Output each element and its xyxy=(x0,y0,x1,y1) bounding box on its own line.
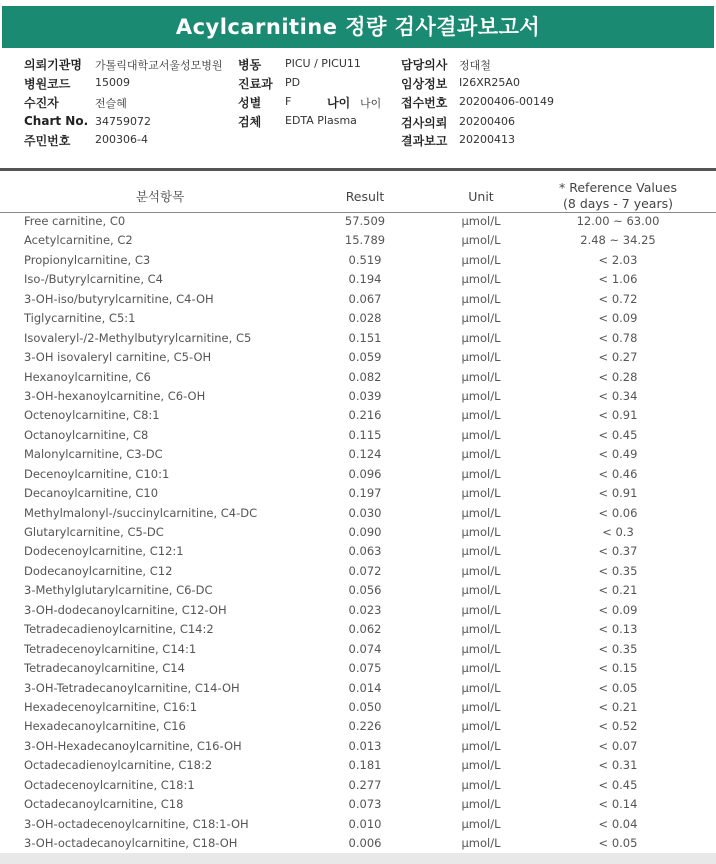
unit-value: μmol/L xyxy=(461,680,501,695)
unit-value: μmol/L xyxy=(461,388,501,403)
result-value: 0.197 xyxy=(348,486,382,501)
result-value: 57.509 xyxy=(344,214,386,228)
analyte-name: 3-OH-iso/butyrylcarnitine, C4-OH xyxy=(24,291,214,306)
table-row xyxy=(0,795,716,814)
unit-value: μmol/L xyxy=(461,369,501,384)
result-value: 0.056 xyxy=(348,583,382,598)
result-value: 0.124 xyxy=(348,447,382,462)
result-value: 0.082 xyxy=(348,369,382,384)
reference-value: < 0.27 xyxy=(598,350,638,365)
patient-info-section xyxy=(0,52,716,162)
unit-value: μmol/L xyxy=(461,291,501,306)
analyte-name: 3-OH-Tetradecanoylcarnitine, C14-OH xyxy=(24,680,240,695)
reference-value: < 0.3 xyxy=(602,525,634,539)
specimen-label: 검체 xyxy=(238,115,262,129)
unit-value: μmol/L xyxy=(461,486,501,501)
table-row xyxy=(0,620,716,639)
analyte-name: Acetylcarnitine, C2 xyxy=(24,233,133,248)
result-value: 0.151 xyxy=(348,330,382,345)
table-row xyxy=(0,717,716,736)
unit-value: μmol/L xyxy=(461,622,501,637)
unit-value: μmol/L xyxy=(461,641,501,656)
reference-value: < 0.31 xyxy=(598,758,638,773)
reference-value: < 0.35 xyxy=(598,563,638,578)
reference-value: 2.48 ~ 34.25 xyxy=(580,233,656,248)
header-ref-line2: (8 days - 7 years) xyxy=(563,196,673,211)
unit-value: μmol/L xyxy=(461,311,501,326)
analyte-name: 3-OH-octadecenoylcarnitine, C18:1-OH xyxy=(24,816,249,831)
id-value: 200306-4 xyxy=(95,133,148,146)
reference-value: < 0.04 xyxy=(598,816,638,831)
specimen-value: EDTA Plasma xyxy=(285,114,357,127)
result-value: 0.216 xyxy=(348,408,382,423)
result-value: 0.013 xyxy=(348,738,382,753)
reference-value: < 0.46 xyxy=(598,466,638,481)
analyte-name: Propionylcarnitine, C3 xyxy=(24,252,151,267)
table-row xyxy=(0,445,716,464)
result-value: 0.073 xyxy=(348,797,382,812)
reference-value: < 0.15 xyxy=(598,661,638,676)
receipt-value: 20200406-00149 xyxy=(459,95,554,108)
unit-value: μmol/L xyxy=(461,505,501,520)
table-row xyxy=(0,601,716,620)
id-label: 주민번호 xyxy=(24,134,71,148)
analyte-name: Tiglycarnitine, C5:1 xyxy=(24,311,136,326)
section-divider xyxy=(0,168,716,171)
analyte-name: Octadecanoylcarnitine, C18 xyxy=(24,797,184,812)
header-item: 분석항목 xyxy=(135,189,185,204)
table-row xyxy=(0,776,716,795)
result-value: 0.090 xyxy=(348,525,382,539)
analyte-name: Tetradecadienoylcarnitine, C14:2 xyxy=(24,622,214,637)
unit-value: μmol/L xyxy=(461,233,501,248)
hospcode-label: 병원코드 xyxy=(24,77,71,91)
table-row xyxy=(0,212,716,231)
doctor-label: 담당의사 xyxy=(401,58,448,72)
reference-value: < 0.06 xyxy=(598,505,638,520)
reference-value: < 0.28 xyxy=(598,369,638,384)
request-value: 20200406 xyxy=(459,115,515,128)
analyte-name: 3-Methylglutarylcarnitine, C6-DC xyxy=(24,583,213,598)
table-row xyxy=(0,387,716,406)
reference-value: < 0.45 xyxy=(598,427,638,442)
analyte-name: 3-OH-hexanoylcarnitine, C6-OH xyxy=(24,388,206,403)
reference-value: < 0.05 xyxy=(598,680,638,695)
unit-value: μmol/L xyxy=(461,427,501,442)
analyte-name: Iso-/Butyrylcarnitine, C4 xyxy=(24,272,163,287)
unit-value: μmol/L xyxy=(461,816,501,831)
table-row xyxy=(0,465,716,484)
table-row xyxy=(0,406,716,425)
table-header xyxy=(0,176,716,212)
chart-label: Chart No. xyxy=(24,114,89,128)
analyte-name: Hexanoylcarnitine, C6 xyxy=(24,369,151,384)
reference-value: < 0.78 xyxy=(598,330,638,345)
result-value: 0.030 xyxy=(348,505,382,520)
table-row xyxy=(0,329,716,348)
analyte-name: Octadecadienoylcarnitine, C18:2 xyxy=(24,758,213,773)
result-value: 0.115 xyxy=(348,427,382,442)
analyte-name: Dodecanoylcarnitine, C12 xyxy=(24,563,173,578)
unit-value: μmol/L xyxy=(461,330,501,345)
unit-value: μmol/L xyxy=(461,797,501,812)
unit-value: μmol/L xyxy=(461,738,501,753)
reference-value: < 0.21 xyxy=(598,699,638,714)
reference-value: < 0.09 xyxy=(598,311,638,326)
analyte-name: 3-OH-Hexadecanoylcarnitine, C16-OH xyxy=(24,738,242,753)
header-ref-line1: * Reference Values xyxy=(559,180,677,195)
clinical-label: 임상정보 xyxy=(401,77,448,91)
unit-value: μmol/L xyxy=(461,466,501,481)
table-row xyxy=(0,426,716,445)
reference-value: < 0.91 xyxy=(598,408,638,423)
analyte-name: Tetradecenoylcarnitine, C14:1 xyxy=(24,641,197,656)
result-value: 0.059 xyxy=(348,350,382,365)
results-table-body xyxy=(0,212,716,853)
unit-value: μmol/L xyxy=(461,699,501,714)
header-result: Result xyxy=(345,189,385,204)
reference-value: < 0.13 xyxy=(598,622,638,637)
result-value: 0.010 xyxy=(348,816,382,831)
reference-value: < 0.09 xyxy=(598,602,638,617)
footer-band xyxy=(0,853,716,864)
result-value: 0.194 xyxy=(348,272,382,287)
result-value: 0.039 xyxy=(348,388,382,403)
doctor-value: 정대철 xyxy=(459,59,491,72)
unit-value: μmol/L xyxy=(461,350,501,365)
analyte-name: Malonylcarnitine, C3-DC xyxy=(24,447,163,462)
analyte-name: Hexadecanoylcarnitine, C16 xyxy=(24,719,186,734)
unit-value: μmol/L xyxy=(461,777,501,792)
receipt-label: 접수번호 xyxy=(401,96,448,110)
unit-value: μmol/L xyxy=(461,661,501,676)
dept-value: PD xyxy=(285,76,301,89)
hospital-label: 의뢰기관명 xyxy=(24,58,82,72)
result-value: 0.277 xyxy=(348,777,382,792)
unit-value: μmol/L xyxy=(461,836,501,850)
analyte-name: Octanoylcarnitine, C8 xyxy=(24,427,149,442)
request-label: 검사의뢰 xyxy=(401,116,448,130)
analyte-name: Octadecenoylcarnitine, C18:1 xyxy=(24,777,195,792)
table-row xyxy=(0,504,716,523)
hospital-value: 가톨릭대학교서울성모병원 xyxy=(95,59,223,72)
analyte-name: Tetradecanoylcarnitine, C14 xyxy=(24,661,185,676)
report-label: 결과보고 xyxy=(401,134,448,148)
reference-value: < 0.14 xyxy=(598,797,638,812)
reference-value: < 0.72 xyxy=(598,291,638,306)
reference-value: < 0.52 xyxy=(598,719,638,734)
header-unit: Unit xyxy=(468,189,494,204)
analyte-name: 3-OH isovaleryl carnitine, C5-OH xyxy=(24,350,212,365)
analyte-name: Free carnitine, C0 xyxy=(24,214,126,228)
reference-value: < 0.45 xyxy=(598,777,638,792)
reference-value: < 1.06 xyxy=(598,272,638,287)
table-row xyxy=(0,737,716,756)
unit-value: μmol/L xyxy=(461,544,501,559)
table-row xyxy=(0,484,716,503)
result-value: 0.014 xyxy=(348,680,382,695)
analyte-name: Dodecenoylcarnitine, C12:1 xyxy=(24,544,184,559)
table-row xyxy=(0,698,716,717)
table-row xyxy=(0,815,716,834)
patient-label: 수진자 xyxy=(24,96,59,110)
analyte-name: Octenoylcarnitine, C8:1 xyxy=(24,408,160,423)
reference-value: < 0.21 xyxy=(598,583,638,598)
result-value: 0.072 xyxy=(348,563,382,578)
analyte-name: Decenoylcarnitine, C10:1 xyxy=(24,466,170,481)
table-row xyxy=(0,270,716,289)
age-value: 나이 xyxy=(360,97,382,110)
reference-value: < 0.49 xyxy=(598,447,638,462)
result-value: 0.075 xyxy=(348,661,382,676)
result-value: 0.519 xyxy=(348,252,382,267)
analyte-name: Hexadecenoylcarnitine, C16:1 xyxy=(24,699,198,714)
unit-value: μmol/L xyxy=(461,408,501,423)
unit-value: μmol/L xyxy=(461,447,501,462)
ward-label: 병동 xyxy=(238,58,262,72)
unit-value: μmol/L xyxy=(461,563,501,578)
table-row xyxy=(0,542,716,561)
table-row xyxy=(0,679,716,698)
reference-value: < 0.35 xyxy=(598,641,638,656)
result-value: 15.789 xyxy=(344,233,386,248)
table-row xyxy=(0,290,716,309)
report-title: Acylcarnitine 정량 검사결과보고서 xyxy=(2,6,714,48)
analyte-name: Decanoylcarnitine, C10 xyxy=(24,486,159,501)
table-row xyxy=(0,659,716,678)
result-value: 0.006 xyxy=(348,836,382,850)
sex-value: F xyxy=(285,95,292,108)
age-label: 나이 xyxy=(327,96,351,110)
reference-value: < 0.07 xyxy=(598,738,638,753)
reference-value: 12.00 ~ 63.00 xyxy=(576,214,660,228)
table-row xyxy=(0,523,716,542)
dept-label: 진료과 xyxy=(238,77,273,91)
result-value: 0.062 xyxy=(348,622,382,637)
table-row xyxy=(0,309,716,328)
unit-value: μmol/L xyxy=(461,252,501,267)
table-row xyxy=(0,581,716,600)
chart-value: 34759072 xyxy=(95,115,151,128)
reference-value: < 2.03 xyxy=(598,252,638,267)
table-row xyxy=(0,562,716,581)
result-value: 0.023 xyxy=(348,602,382,617)
patient-value: 전슬혜 xyxy=(95,97,127,110)
table-row xyxy=(0,348,716,367)
result-value: 0.181 xyxy=(348,758,382,773)
clinical-value: I26XR25A0 xyxy=(459,76,520,89)
reference-value: < 0.05 xyxy=(598,836,638,850)
result-value: 0.074 xyxy=(348,641,382,656)
table-row xyxy=(0,231,716,250)
reference-value: < 0.37 xyxy=(598,544,638,559)
analyte-name: 3-OH-octadecanoylcarnitine, C18-OH xyxy=(24,836,238,850)
table-row xyxy=(0,834,716,853)
result-value: 0.096 xyxy=(348,466,382,481)
unit-value: μmol/L xyxy=(461,719,501,734)
analyte-name: Methylmalonyl-/succinylcarnitine, C4-DC xyxy=(24,505,258,520)
table-row xyxy=(0,640,716,659)
hospcode-value: 15009 xyxy=(95,76,130,89)
reference-value: < 0.34 xyxy=(598,388,638,403)
analyte-name: 3-OH-dodecanoylcarnitine, C12-OH xyxy=(24,602,227,617)
table-row xyxy=(0,368,716,387)
ward-value: PICU / PICU11 xyxy=(285,57,361,70)
result-value: 0.028 xyxy=(348,311,382,326)
analyte-name: Glutarylcarnitine, C5-DC xyxy=(24,525,164,539)
table-row xyxy=(0,756,716,775)
unit-value: μmol/L xyxy=(461,758,501,773)
result-value: 0.226 xyxy=(348,719,382,734)
table-row xyxy=(0,251,716,270)
unit-value: μmol/L xyxy=(461,272,501,287)
reference-value: < 0.91 xyxy=(598,486,638,501)
unit-value: μmol/L xyxy=(461,602,501,617)
result-value: 0.050 xyxy=(348,699,382,714)
report-value: 20200413 xyxy=(459,133,515,146)
unit-value: μmol/L xyxy=(461,583,501,598)
result-value: 0.067 xyxy=(348,291,382,306)
sex-label: 성별 xyxy=(238,96,262,110)
analyte-name: Isovaleryl-/2-Methylbutyrylcarnitine, C5 xyxy=(24,330,252,345)
unit-value: μmol/L xyxy=(461,214,501,228)
result-value: 0.063 xyxy=(348,544,382,559)
unit-value: μmol/L xyxy=(461,525,501,539)
